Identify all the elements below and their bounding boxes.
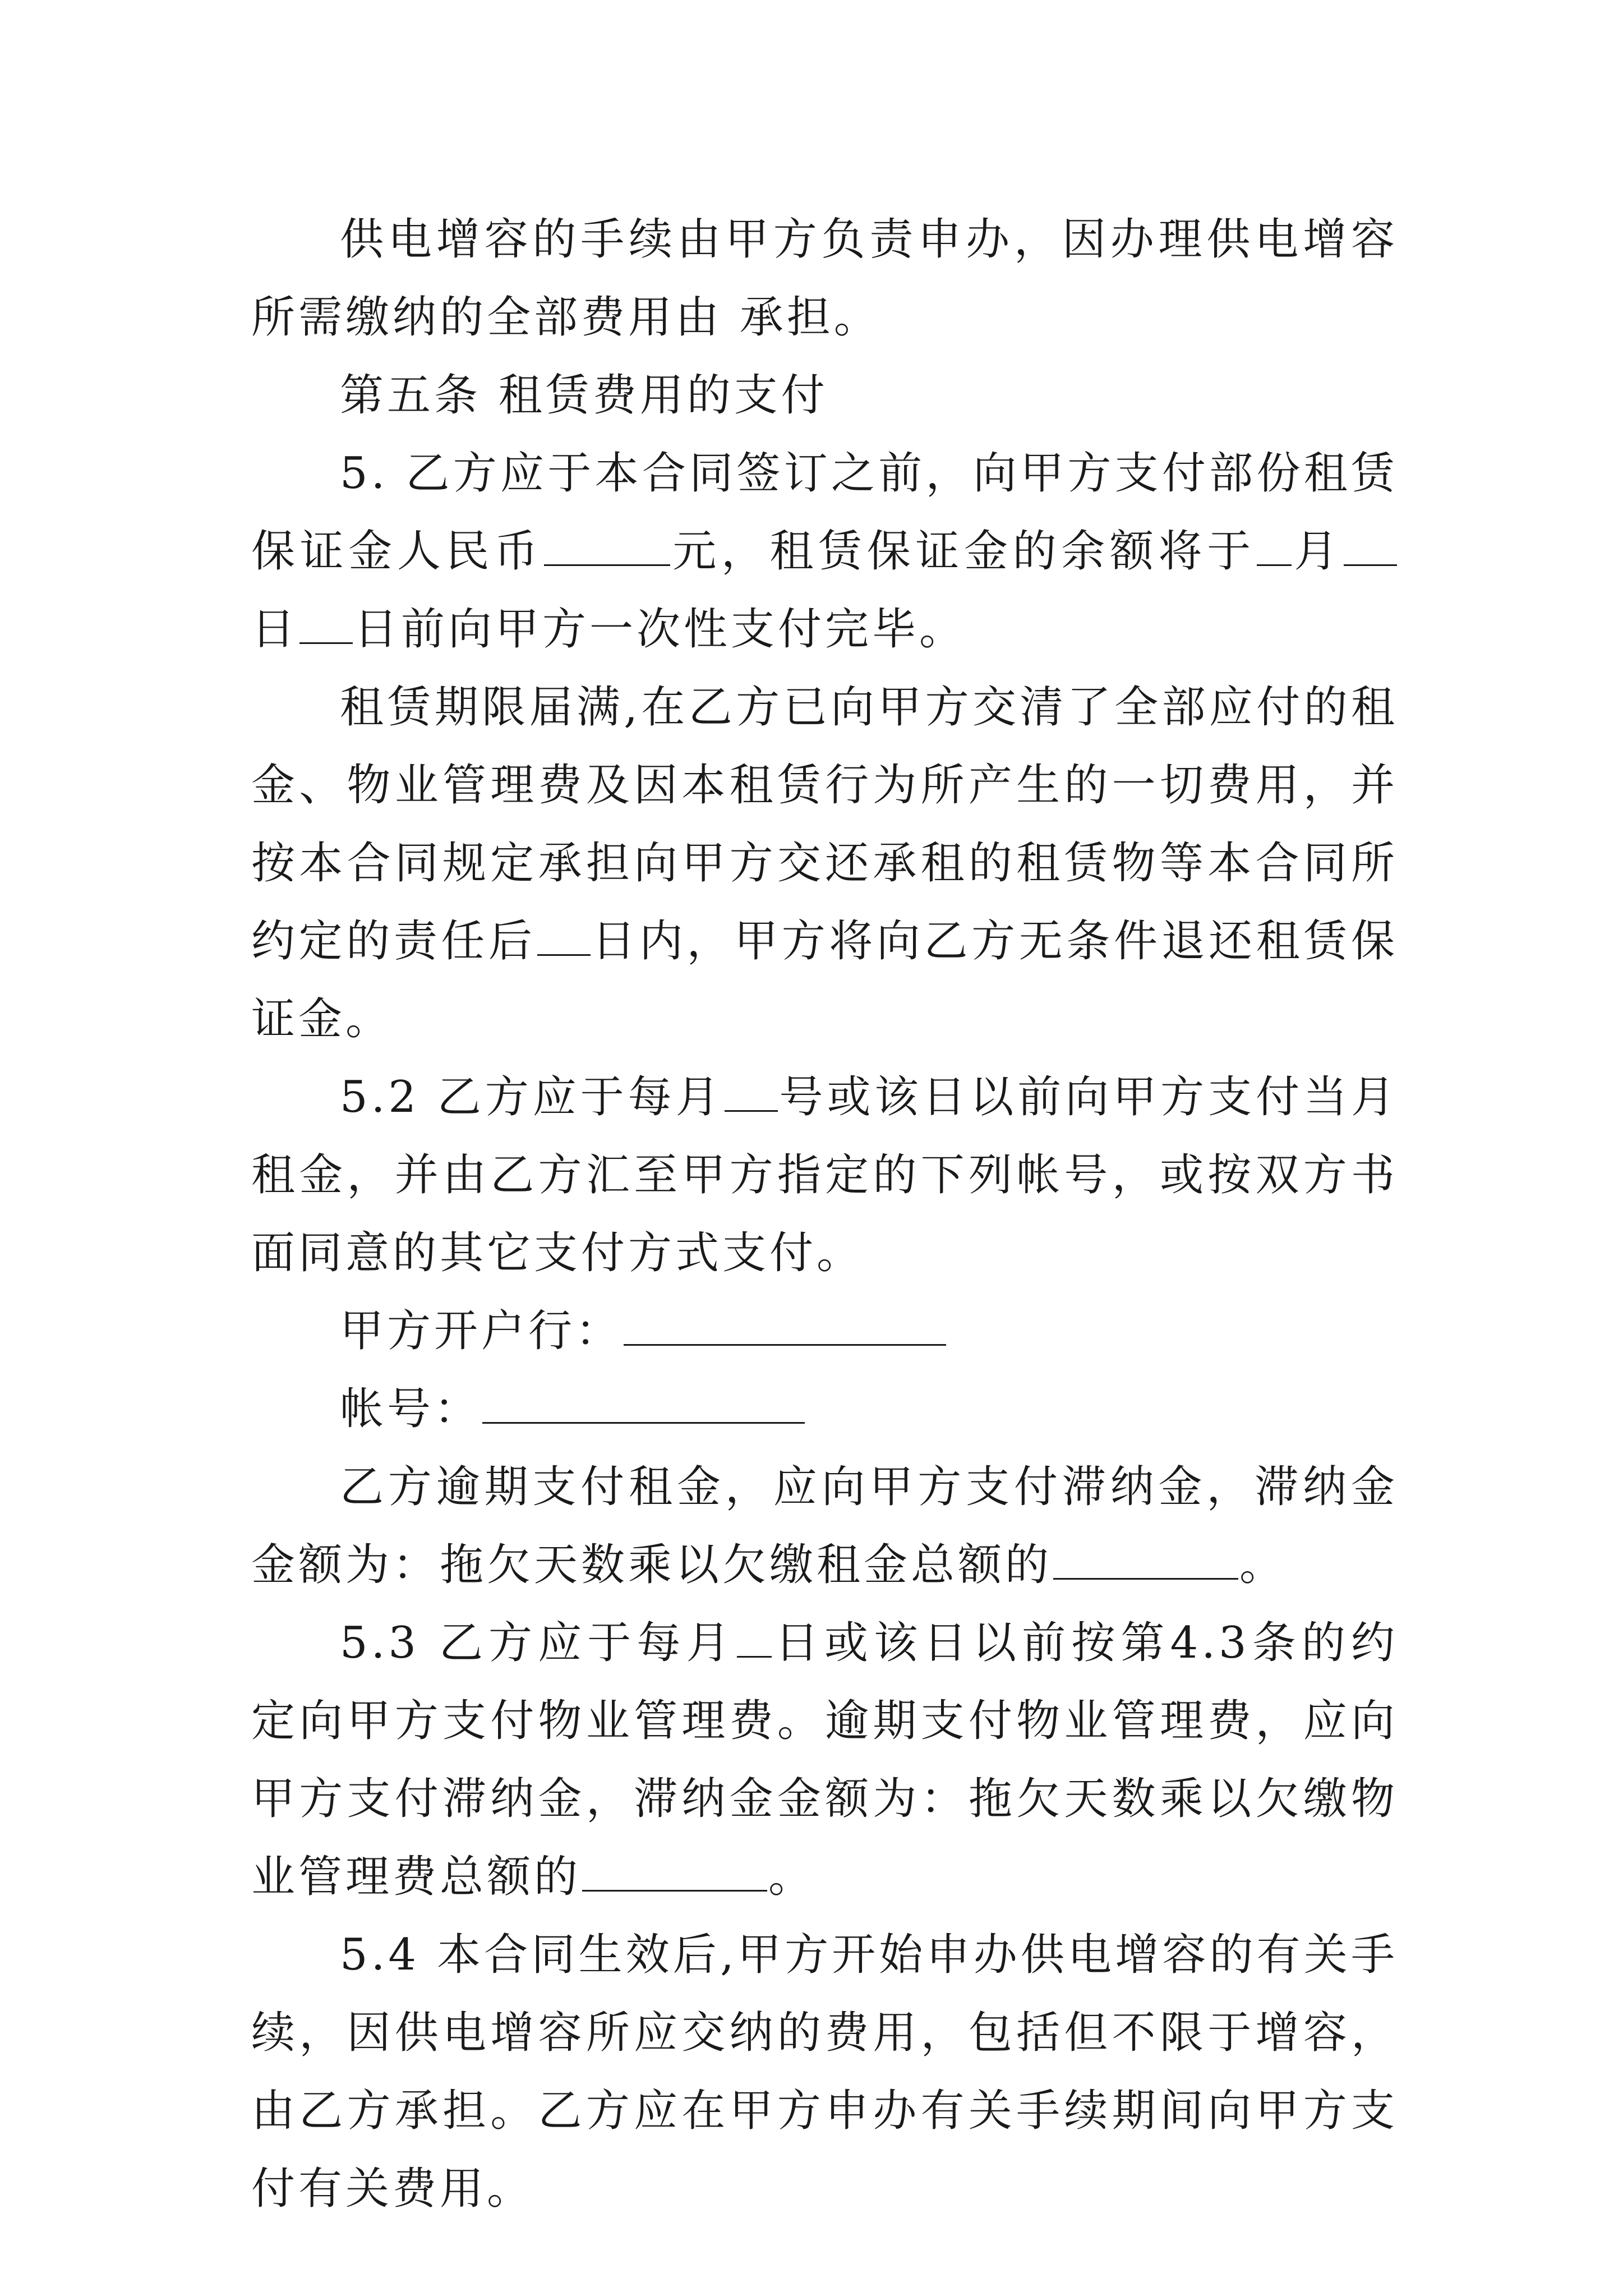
paragraph-5-4-power-fee: 5.4 本合同生效后,甲方开始申办供电增容的有关手续，因供电增容所应交纳的费用，包括但不限于增容，由乙方承担。乙方应在甲方申办有关手续期间向甲方支付有关费用。 <box>251 1930 1398 2214</box>
text-segment: 。 <box>1239 1540 1287 1590</box>
text-segment: 日或该日以前按第4.3条的约定向甲方支付物业管理费。逾期支付物业管理费，应向甲方支付滞纳金，滞纳金金额为：拖欠天数乘以欠缴物业管理费总额的 <box>251 1618 1399 1902</box>
text-segment: 5.2 乙方应于每月 <box>340 1072 723 1122</box>
blank-late-rent-rate[interactable] <box>1053 1543 1238 1580</box>
paragraph-5-3-management-fee <box>251 1604 1398 1916</box>
blank-fee-day[interactable] <box>737 1621 772 1658</box>
text-segment: 5. 乙方应于本合同签订之前，向甲方支付部份租赁保证金人民币 <box>251 448 1398 577</box>
blank-day[interactable] <box>1344 530 1397 566</box>
document-body <box>251 201 1398 2228</box>
paragraph-5-2-rent <box>251 1059 1398 1292</box>
text-segment: 日内，甲方将向乙方无条件退还租赁保证金。 <box>251 916 1398 1045</box>
text-segment: 日 <box>251 604 299 655</box>
text-segment: 号或该日以前向甲方支付当月租金，并由乙方汇至甲方指定的下列帐号，或按双方书面同意的其它支付方式支付。 <box>251 1072 1398 1278</box>
blank-day-2[interactable] <box>299 608 353 644</box>
paragraph-deposit-refund <box>251 669 1398 1059</box>
paragraph-account <box>251 1370 1398 1448</box>
blank-late-fee-rate[interactable] <box>582 1855 767 1892</box>
blank-bank-name[interactable] <box>624 1309 946 1346</box>
text-segment: 租赁期限届满,在乙方已向甲方交清了全部应付的租金、物业管理费及因本租赁行为所产生的一切费用，并按本合同规定承担向甲方交还承租的租赁物等本合同所约定的责任后 <box>251 682 1398 967</box>
text-segment: 日前向甲方一次性支付完毕。 <box>354 604 967 655</box>
text-segment: 5.3 乙方应于每月 <box>340 1618 736 1668</box>
blank-account-number[interactable] <box>482 1387 805 1424</box>
account-label: 帐号： <box>340 1384 482 1434</box>
blank-refund-days[interactable] <box>537 919 591 956</box>
blank-deposit-amount[interactable] <box>544 530 670 566</box>
blank-month[interactable] <box>1257 530 1292 566</box>
paragraph-bank <box>251 1292 1398 1370</box>
paragraph-power-capacity: 供电增容的手续由甲方负责申办，因办理供电增容所需缴纳的全部费用由 承担。 <box>251 214 1398 343</box>
text-segment: 乙方逾期支付租金，应向甲方支付滞纳金，滞纳金金额为：拖欠天数乘以欠缴租金总额的 <box>251 1462 1398 1590</box>
blank-rent-day[interactable] <box>725 1075 778 1112</box>
text-segment: 元，租赁保证金的余额将于 <box>671 526 1256 577</box>
text-segment: 月 <box>1292 526 1343 577</box>
article-five-heading: 第五条 租赁费用的支付 <box>340 370 828 421</box>
text-segment: 。 <box>768 1852 816 1902</box>
bank-label: 甲方开户行： <box>340 1306 623 1356</box>
paragraph-late-rent <box>251 1448 1398 1604</box>
paragraph-5-1-deposit <box>251 435 1398 669</box>
